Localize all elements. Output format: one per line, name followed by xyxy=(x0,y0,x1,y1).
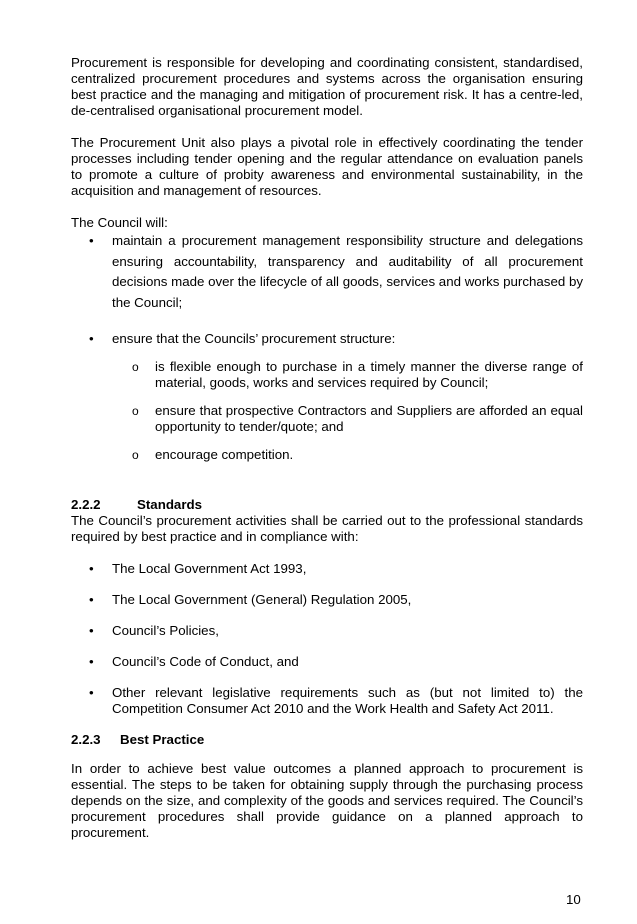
sublist-item xyxy=(112,359,583,391)
paragraph-standards-intro: The Council’s procurement activities shall be carried out to the professional standards required by best practice and in compliance with: xyxy=(71,513,583,544)
section-number: 2.2.3 xyxy=(71,732,101,747)
section-heading-best-practice xyxy=(71,732,583,748)
list-item-text: • The Local Government Act 1993, xyxy=(112,561,307,576)
list-item xyxy=(71,623,583,639)
section-title: Standards xyxy=(137,497,203,512)
page-number: 10 xyxy=(566,892,581,907)
list-item-text: • Council’s Code of Conduct, and xyxy=(112,654,299,669)
paragraph-procurement-unit: The Procurement Unit also plays a pivotal role in effectively coordinating the tender processes including tender opening and the regular attendance on evaluation panels to promote a culture of probity awareness and environmental sustainability, in the acquisition and management of resources. xyxy=(71,135,583,198)
list-item-text: • maintain a procurement management responsibility structure and delegations ensuring accountability, transparency and auditability of all procurement decisions made over the lifecycle of all goods, services and works purchased by the Council; xyxy=(112,233,583,310)
list-item xyxy=(71,231,583,313)
section-heading-standards xyxy=(71,497,583,513)
list-item xyxy=(71,331,583,347)
paragraph-procurement-role: Procurement is responsible for developing and coordinating consistent, standardised, centralized procurement procedures and systems across the organisation ensuring best practice and the managing and mitigation of procurement risk. It has a centre-led, de-centralised organisational procurement model. xyxy=(71,55,583,118)
document-page xyxy=(71,55,583,841)
section-number: 2.2.2 xyxy=(71,497,101,512)
list-item xyxy=(71,561,583,577)
sublist-item-text: o ensure that prospective Contractors and Suppliers are afforded an equal opportunity to tender/quote; and xyxy=(155,403,583,434)
paragraph-best-practice: In order to achieve best value outcomes a planned approach to procurement is essential. The steps to be taken for obtaining supply through the purchasing process depends on the size, and complexity of the goods and services required. The Council’s procurement procedures shall provide guidance on a planned approach to procurement. xyxy=(71,761,583,840)
council-list xyxy=(71,231,583,347)
sublist-item xyxy=(112,403,583,435)
structure-sublist xyxy=(112,359,583,463)
list-item-text: • Council’s Policies, xyxy=(112,623,219,638)
section-title: Best Practice xyxy=(120,732,205,747)
list-item xyxy=(71,592,583,608)
list-item-text: • Other relevant legislative requirements such as (but not limited to) the Competition Consumer Act 2010 and the Work Health and Safety Act 2011. xyxy=(112,685,583,716)
list-item-text: • The Local Government (General) Regulation 2005, xyxy=(112,592,412,607)
list-item xyxy=(71,654,583,670)
list-item-text: • ensure that the Councils’ procurement structure: xyxy=(112,331,396,346)
paragraph-council-will: The Council will: xyxy=(71,215,168,230)
list-item xyxy=(71,685,583,717)
sublist-item-text: o encourage competition. xyxy=(155,447,294,462)
sublist-item-text: o is flexible enough to purchase in a timely manner the diverse range of material, goods, works and services required by Council; xyxy=(155,359,583,390)
sublist-item xyxy=(112,447,583,463)
standards-list xyxy=(71,561,583,717)
